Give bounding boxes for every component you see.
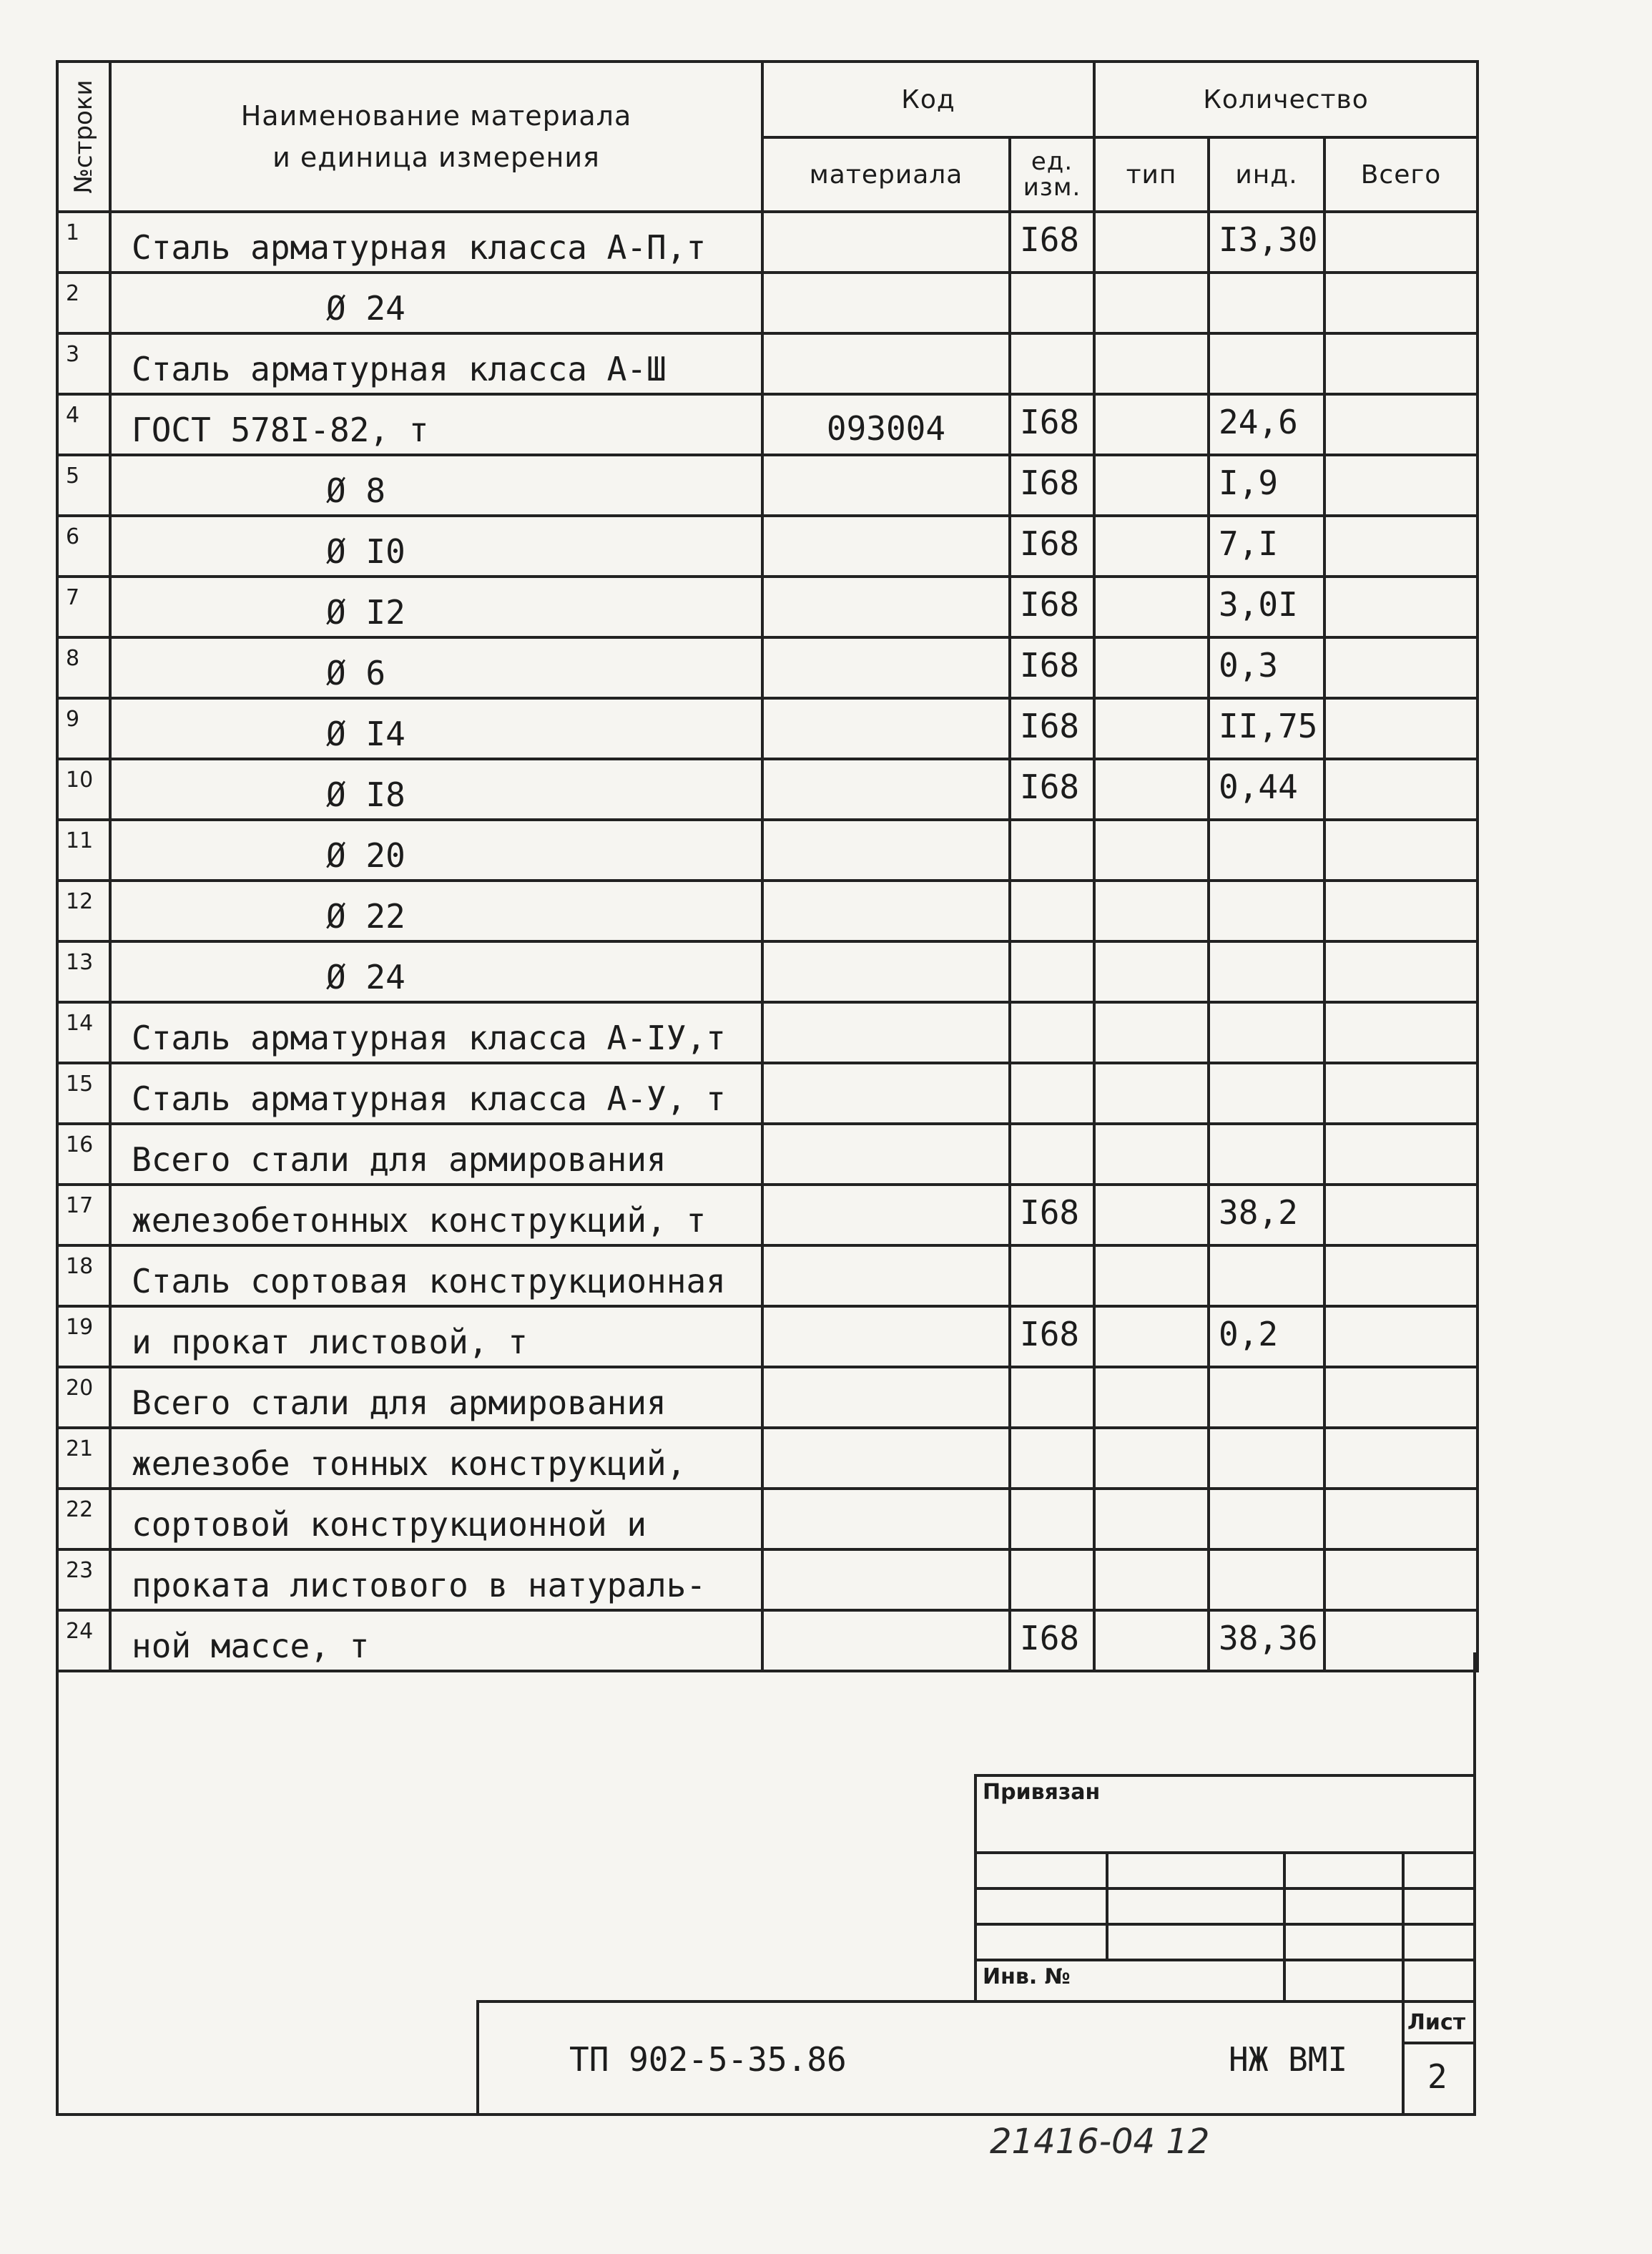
unit-code-cell: I68 (1010, 455, 1094, 516)
material-name-cell: и прокат листовой, т (110, 1306, 762, 1367)
qty-total-cell (1324, 941, 1478, 1002)
table-row (57, 394, 1478, 455)
unit-code-cell: I68 (1010, 1185, 1094, 1245)
qty-type-cell (1094, 1124, 1209, 1185)
qty-type-cell (1094, 333, 1209, 394)
unit-code-cell (1010, 881, 1094, 941)
material-code-cell (762, 1124, 1010, 1185)
row-number-cell: 11 (57, 820, 110, 881)
qty-type-cell (1094, 394, 1209, 455)
material-name-cell: Ø I4 (110, 698, 762, 759)
material-code-cell (762, 1306, 1010, 1367)
qty-total-cell (1324, 1002, 1478, 1063)
qty-ind-cell (1209, 1489, 1324, 1549)
row-number-cell: 8 (57, 637, 110, 698)
material-name-cell: Всего стали для армирования (110, 1124, 762, 1185)
frame-left-line (56, 1652, 59, 2116)
material-name-cell: Сталь арматурная класса А-У, т (110, 1063, 762, 1124)
material-code-cell (762, 698, 1010, 759)
qty-total-cell (1324, 881, 1478, 941)
material-code-cell (762, 333, 1010, 394)
qty-ind-cell: II,75 (1209, 698, 1324, 759)
material-name-cell: Ø 20 (110, 820, 762, 881)
qty-ind-cell: 0,2 (1209, 1306, 1324, 1367)
unit-code-cell (1010, 1428, 1094, 1489)
qty-total-cell (1324, 1549, 1478, 1610)
qty-ind-cell (1209, 1063, 1324, 1124)
table-header (57, 62, 1478, 212)
qty-ind-cell (1209, 333, 1324, 394)
qty-type-cell (1094, 759, 1209, 820)
unit-code-cell: I68 (1010, 516, 1094, 577)
table-row (57, 1489, 1478, 1549)
qty-ind-cell: I3,30 (1209, 212, 1324, 273)
qty-total-cell (1324, 698, 1478, 759)
qty-ind-cell: I,9 (1209, 455, 1324, 516)
qty-ind-cell: 38,2 (1209, 1185, 1324, 1245)
qty-total-cell (1324, 1185, 1478, 1245)
qty-total-cell (1324, 333, 1478, 394)
qty-type-cell (1094, 1549, 1209, 1610)
material-code-cell (762, 1063, 1010, 1124)
material-code-cell (762, 1428, 1010, 1489)
row-number-cell: 14 (57, 1002, 110, 1063)
material-name-cell: Сталь арматурная класса А-П,т (110, 212, 762, 273)
table-row (57, 1428, 1478, 1489)
material-code-cell (762, 273, 1010, 333)
material-name-cell: проката листового в натураль- (110, 1549, 762, 1610)
material-code-cell (762, 1185, 1010, 1245)
header-qty-type: тип (1094, 137, 1209, 212)
material-code-cell (762, 941, 1010, 1002)
row-number-cell: 5 (57, 455, 110, 516)
qty-ind-cell: 0,44 (1209, 759, 1324, 820)
qty-type-cell (1094, 455, 1209, 516)
qty-type-cell (1094, 577, 1209, 637)
table-row (57, 941, 1478, 1002)
table-row (57, 759, 1478, 820)
unit-code-cell: I68 (1010, 1306, 1094, 1367)
material-name-cell: Ø 24 (110, 273, 762, 333)
material-code-cell (762, 1245, 1010, 1306)
material-code-cell (762, 577, 1010, 637)
material-code-cell (762, 455, 1010, 516)
unit-code-cell: I68 (1010, 637, 1094, 698)
material-code-cell (762, 637, 1010, 698)
qty-ind-cell (1209, 273, 1324, 333)
qty-ind-cell: 3,0I (1209, 577, 1324, 637)
row-number-cell: 9 (57, 698, 110, 759)
qty-total-cell (1324, 1489, 1478, 1549)
qty-type-cell (1094, 820, 1209, 881)
qty-ind-cell (1209, 820, 1324, 881)
qty-total-cell (1324, 212, 1478, 273)
row-number-cell: 15 (57, 1063, 110, 1124)
qty-type-cell (1094, 1428, 1209, 1489)
qty-total-cell (1324, 394, 1478, 455)
qty-ind-cell (1209, 1245, 1324, 1306)
table-row (57, 333, 1478, 394)
table-row (57, 273, 1478, 333)
unit-code-cell (1010, 1367, 1094, 1428)
table-row (57, 1245, 1478, 1306)
table-row (57, 1306, 1478, 1367)
unit-code-cell (1010, 820, 1094, 881)
header-name: Наименование материала и единица измерения (110, 62, 762, 212)
unit-code-cell (1010, 1245, 1094, 1306)
table-row (57, 1185, 1478, 1245)
material-name-cell: Сталь арматурная класса А-Ш (110, 333, 762, 394)
qty-type-cell (1094, 516, 1209, 577)
qty-type-cell (1094, 1306, 1209, 1367)
row-number-cell: 17 (57, 1185, 110, 1245)
row-number-cell: 16 (57, 1124, 110, 1185)
qty-type-cell (1094, 273, 1209, 333)
qty-ind-cell (1209, 1002, 1324, 1063)
row-number-cell: 19 (57, 1306, 110, 1367)
document-section: НЖ ВМI (1229, 2040, 1348, 2079)
material-name-cell: Сталь сортовая конструкционная (110, 1245, 762, 1306)
inventory-label: Инв. № (983, 1964, 1071, 1989)
qty-type-cell (1094, 1489, 1209, 1549)
table-row (57, 1549, 1478, 1610)
qty-type-cell (1094, 698, 1209, 759)
unit-code-cell: I68 (1010, 698, 1094, 759)
qty-total-cell (1324, 577, 1478, 637)
table-row (57, 698, 1478, 759)
qty-type-cell (1094, 637, 1209, 698)
qty-total-cell (1324, 1124, 1478, 1185)
table-row (57, 212, 1478, 273)
table-row (57, 516, 1478, 577)
row-number-cell: 13 (57, 941, 110, 1002)
row-number-cell: 10 (57, 759, 110, 820)
material-code-cell (762, 759, 1010, 820)
sheet-number: 2 (1427, 2057, 1447, 2096)
header-qty-ind: инд. (1209, 137, 1324, 212)
archive-number: 21416-04 12 (990, 2122, 1210, 2162)
qty-ind-cell (1209, 881, 1324, 941)
table-body (57, 212, 1478, 1671)
unit-code-cell (1010, 1549, 1094, 1610)
qty-type-cell (1094, 881, 1209, 941)
qty-ind-cell: 7,I (1209, 516, 1324, 577)
table-row (57, 455, 1478, 516)
bound-block (974, 1774, 1476, 2003)
unit-code-cell (1010, 941, 1094, 1002)
qty-ind-cell (1209, 1367, 1324, 1428)
unit-code-cell (1010, 1063, 1094, 1124)
qty-total-cell (1324, 516, 1478, 577)
qty-total-cell (1324, 1063, 1478, 1124)
header-code-material: материала (762, 137, 1010, 212)
qty-total-cell (1324, 273, 1478, 333)
qty-type-cell (1094, 1245, 1209, 1306)
material-code-cell (762, 820, 1010, 881)
unit-code-cell: I68 (1010, 1610, 1094, 1671)
unit-code-cell: I68 (1010, 212, 1094, 273)
header-code-unit: ед. изм. (1010, 137, 1094, 212)
qty-total-cell (1324, 820, 1478, 881)
table-row (57, 1367, 1478, 1428)
row-number-cell: 20 (57, 1367, 110, 1428)
row-number-cell: 12 (57, 881, 110, 941)
material-name-cell: Ø I0 (110, 516, 762, 577)
row-number-cell: 4 (57, 394, 110, 455)
material-name-cell: ной массе, т (110, 1610, 762, 1671)
header-row-number: №строки (57, 62, 110, 212)
material-code-cell (762, 881, 1010, 941)
qty-type-cell (1094, 1610, 1209, 1671)
materials-table (56, 60, 1479, 1672)
header-qty-total: Всего (1324, 137, 1478, 212)
qty-type-cell (1094, 941, 1209, 1002)
material-name-cell: железобе тонных конструкций, (110, 1428, 762, 1489)
qty-ind-cell (1209, 1124, 1324, 1185)
qty-total-cell (1324, 759, 1478, 820)
unit-code-cell (1010, 1489, 1094, 1549)
material-code-cell (762, 1367, 1010, 1428)
material-name-cell: ГОСТ 578I-82, т (110, 394, 762, 455)
unit-code-cell (1010, 1124, 1094, 1185)
table-row (57, 1002, 1478, 1063)
qty-ind-cell (1209, 1549, 1324, 1610)
qty-total-cell (1324, 455, 1478, 516)
material-code-cell (762, 1002, 1010, 1063)
table-row (57, 820, 1478, 881)
document-code: ТП 902-5-35.86 (569, 2040, 847, 2079)
sheet-label: Лист (1407, 2010, 1466, 2035)
unit-code-cell: I68 (1010, 394, 1094, 455)
material-name-cell: Ø 6 (110, 637, 762, 698)
unit-code-cell (1010, 273, 1094, 333)
row-number-cell: 23 (57, 1549, 110, 1610)
material-name-cell: Ø I8 (110, 759, 762, 820)
table-row (57, 881, 1478, 941)
qty-ind-cell: 0,3 (1209, 637, 1324, 698)
material-code-cell: 093004 (762, 394, 1010, 455)
material-name-cell: сортовой конструкционной и (110, 1489, 762, 1549)
material-name-cell: железобетонных конструкций, т (110, 1185, 762, 1245)
material-code-cell (762, 1549, 1010, 1610)
material-name-cell: Всего стали для армирования (110, 1367, 762, 1428)
table-row (57, 1124, 1478, 1185)
qty-type-cell (1094, 1185, 1209, 1245)
qty-type-cell (1094, 1063, 1209, 1124)
qty-total-cell (1324, 1367, 1478, 1428)
qty-type-cell (1094, 212, 1209, 273)
qty-total-cell (1324, 1306, 1478, 1367)
bound-label: Привязан (983, 1780, 1101, 1805)
unit-code-cell: I68 (1010, 759, 1094, 820)
table-row (57, 1610, 1478, 1671)
row-number-cell: 18 (57, 1245, 110, 1306)
material-name-cell: Ø I2 (110, 577, 762, 637)
material-name-cell: Сталь арматурная класса А-IУ,т (110, 1002, 762, 1063)
row-number-cell: 21 (57, 1428, 110, 1489)
unit-code-cell: I68 (1010, 577, 1094, 637)
material-name-cell: Ø 22 (110, 881, 762, 941)
table-row (57, 577, 1478, 637)
qty-ind-cell (1209, 941, 1324, 1002)
material-code-cell (762, 516, 1010, 577)
row-number-cell: 7 (57, 577, 110, 637)
unit-code-cell (1010, 1002, 1094, 1063)
qty-total-cell (1324, 1428, 1478, 1489)
row-number-cell: 22 (57, 1489, 110, 1549)
header-code-group: Код (762, 62, 1094, 137)
material-code-cell (762, 212, 1010, 273)
title-block (476, 2000, 1476, 2116)
table-row (57, 1063, 1478, 1124)
qty-total-cell (1324, 637, 1478, 698)
unit-code-cell (1010, 333, 1094, 394)
qty-type-cell (1094, 1367, 1209, 1428)
material-name-cell: Ø 24 (110, 941, 762, 1002)
header-quantity-group: Количество (1094, 62, 1478, 137)
row-number-cell: 2 (57, 273, 110, 333)
material-code-cell (762, 1610, 1010, 1671)
row-number-cell: 1 (57, 212, 110, 273)
qty-ind-cell (1209, 1428, 1324, 1489)
qty-total-cell (1324, 1245, 1478, 1306)
qty-ind-cell: 38,36 (1209, 1610, 1324, 1671)
table-row (57, 637, 1478, 698)
qty-ind-cell: 24,6 (1209, 394, 1324, 455)
material-code-cell (762, 1489, 1010, 1549)
row-number-cell: 24 (57, 1610, 110, 1671)
qty-total-cell (1324, 1610, 1478, 1671)
qty-type-cell (1094, 1002, 1209, 1063)
row-number-cell: 6 (57, 516, 110, 577)
material-name-cell: Ø 8 (110, 455, 762, 516)
row-number-cell: 3 (57, 333, 110, 394)
